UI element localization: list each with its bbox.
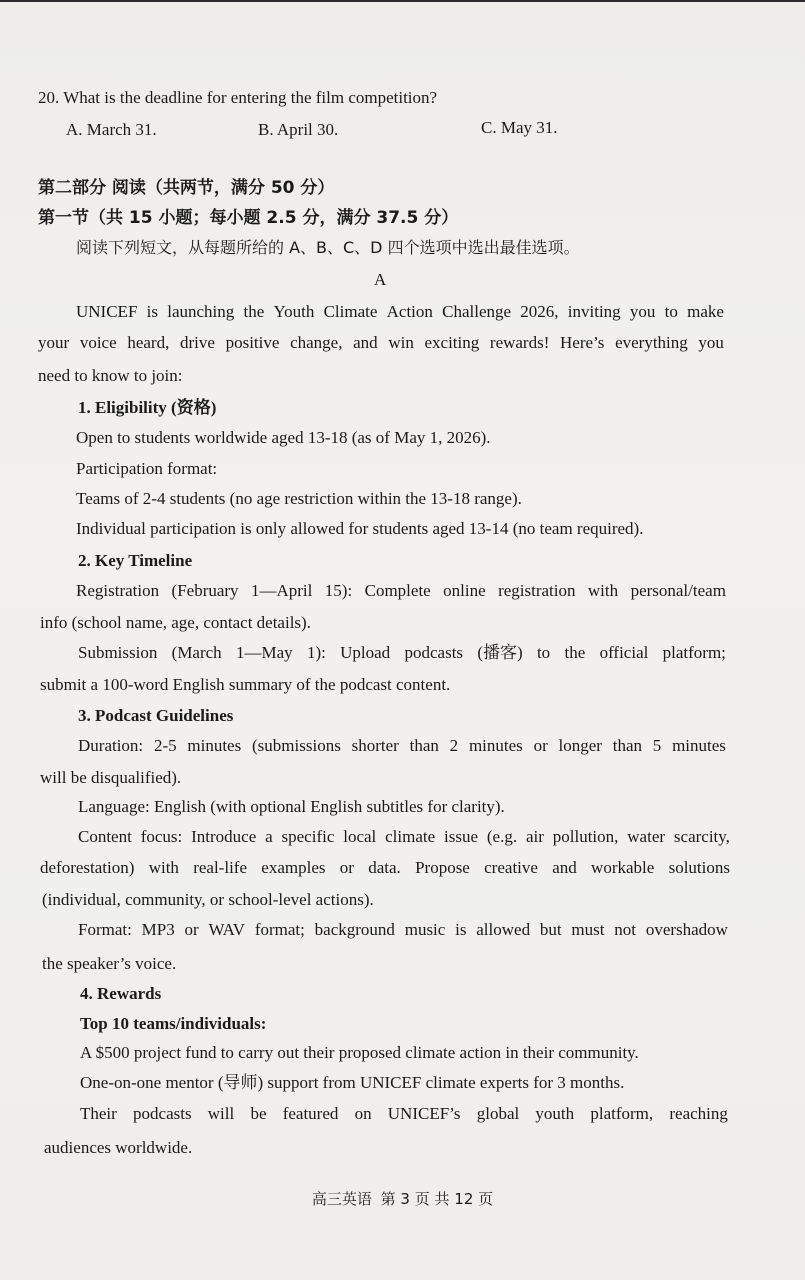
- heading-rewards: 4. Rewards: [80, 984, 162, 1003]
- heading-podcast-guidelines: 3. Podcast Guidelines: [78, 706, 234, 725]
- q20-option-b: B. April 30.: [258, 120, 339, 139]
- registration-line-2: info (school name, age, contact details).: [40, 613, 311, 632]
- registration-line-1: Registration (February 1—April 15): Complete online registration with personal/team: [76, 581, 726, 600]
- intro-line-3: need to know to join:: [38, 366, 183, 385]
- question-20: 20. What is the deadline for entering the film competition?: [38, 88, 438, 107]
- part-title: 第二部分 阅读（共两节，满分 50 分）: [38, 178, 335, 198]
- q20-option-c: C. May 31.: [481, 118, 558, 137]
- eligibility-line-4: Individual participation is only allowed for students aged 13-14 (no team required).: [76, 519, 644, 538]
- format-line-1: Format: MP3 or WAV format; background music is allowed but must not overshadow: [78, 920, 728, 939]
- instruction: 阅读下列短文，从每题所给的 A、B、C、D 四个选项中选出最佳选项。: [76, 238, 580, 257]
- eligibility-line-3: Teams of 2-4 students (no age restriction within the 13-18 range).: [76, 489, 522, 508]
- top10-label: Top 10 teams/individuals:: [80, 1014, 267, 1033]
- passage-letter: A: [374, 270, 387, 289]
- content-line-2: deforestation) with real-life examples or data. Propose creative and workable solutions: [40, 858, 730, 877]
- heading-timeline: 2. Key Timeline: [78, 551, 193, 570]
- eligibility-line-1: Open to students worldwide aged 13-18 (as of May 1, 2026).: [76, 428, 491, 447]
- reward-line-3: Their podcasts will be featured on UNICEF’s global youth platform, reaching: [80, 1104, 728, 1123]
- top-border-line: [0, 0, 805, 2]
- q20-option-a: A. March 31.: [66, 120, 157, 139]
- reward-line-1: A $500 project fund to carry out their proposed climate action in their community.: [80, 1043, 639, 1062]
- footer-subject: 高三英语: [311, 1190, 372, 1208]
- heading-eligibility: 1. Eligibility (资格): [78, 398, 217, 417]
- submission-line-1: Submission (March 1—May 1): Upload podcasts (播客) to the official platform;: [78, 643, 726, 662]
- sub-section-title: 第一节（共 15 小题；每小题 2.5 分，满分 37.5 分）: [38, 208, 459, 228]
- duration-line-2: will be disqualified).: [40, 768, 182, 787]
- reward-line-2: One-on-one mentor (导师) support from UNICEF climate experts for 3 months.: [80, 1073, 625, 1092]
- duration-line-1: Duration: 2-5 minutes (submissions shorter than 2 minutes or longer than 5 minutes: [78, 736, 726, 755]
- format-line-2: the speaker’s voice.: [42, 954, 177, 973]
- intro-line-2: your voice heard, drive positive change, and win exciting rewards! Here’s everything you: [38, 333, 724, 352]
- intro-line-1: UNICEF is launching the Youth Climate Action Challenge 2026, inviting you to make: [76, 302, 724, 321]
- page-footer: [0, 1188, 805, 1209]
- content-line-3: (individual, community, or school-level actions).: [42, 890, 374, 909]
- content-line-1: Content focus: Introduce a specific local climate issue (e.g. air pollution, water scarcity,: [78, 827, 730, 846]
- reward-line-4: audiences worldwide.: [44, 1138, 193, 1157]
- language-line: Language: English (with optional English subtitles for clarity).: [78, 797, 505, 816]
- eligibility-line-2: Participation format:: [76, 459, 218, 478]
- footer-page-number: 第 3 页 共 12 页: [380, 1190, 494, 1208]
- submission-line-2: submit a 100-word English summary of the podcast content.: [40, 675, 451, 694]
